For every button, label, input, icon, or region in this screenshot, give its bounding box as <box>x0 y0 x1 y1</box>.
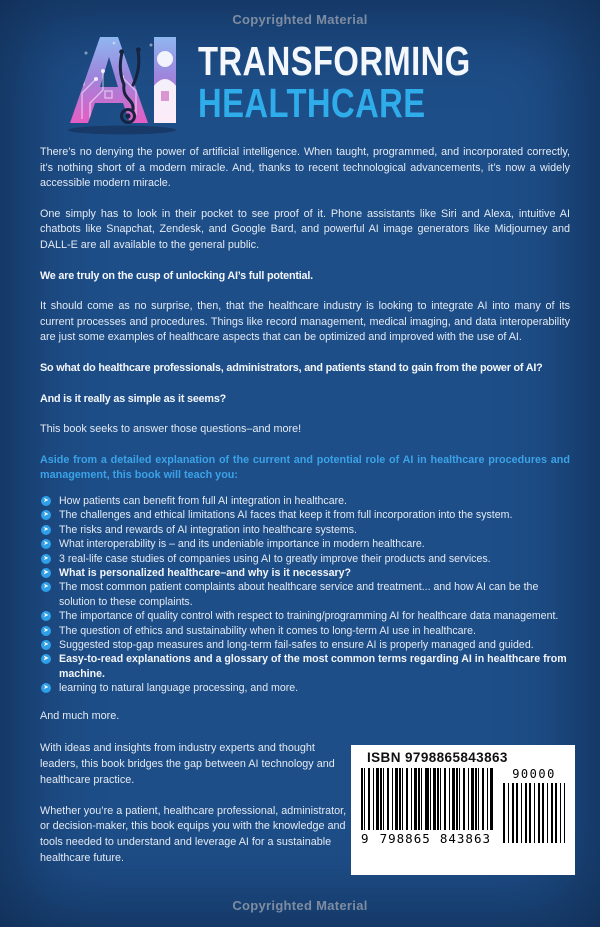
list-item: ➤ learning to natural language processing, and more. <box>40 681 570 695</box>
bottom-section <box>0 739 600 882</box>
list-item: ➤ The challenges and ethical limitations AI faces that keep it from full incorporation into the system. <box>40 508 570 522</box>
bullet-arrow-icon <box>41 525 51 535</box>
closing-paragraph: With ideas and insights from industry experts and thought leaders, this book bridges the gap between AI technology and healthcare practice. <box>40 742 335 786</box>
after-list-text: And much more. <box>40 709 120 722</box>
closing-paragraphs <box>40 741 348 882</box>
ai-logo-graphic <box>62 31 182 135</box>
ean13-barcode <box>361 768 493 846</box>
list-item: ➤ The question of ethics and sustainability when it comes to long-term AI use in healthcare. <box>40 624 570 638</box>
ai-logo <box>62 31 182 135</box>
closing-paragraph: Whether you’re a patient, healthcare professional, administrator, or decision-maker, this book equips you with the knowledge and tools needed to understand and leverage AI for a sustainable healthcare future. <box>40 804 347 864</box>
cover-header <box>0 31 600 135</box>
list-item: ➤ What is personalized healthcare–and why is it necessary? <box>40 566 570 580</box>
intro-paragraph-bold: So what do healthcare professionals, administrators, and patients stand to gain from the power of AI? <box>40 361 543 374</box>
supplement-bars <box>503 783 565 843</box>
bullet-arrow-icon <box>41 640 51 650</box>
bullet-arrow-icon <box>41 626 51 636</box>
list-item: ➤ The importance of quality control with respect to training/programming AI for healthcare data management. <box>40 609 570 623</box>
list-item: ➤ 3 real-life case studies of companies using AI to greatly improve their products and services. <box>40 552 570 566</box>
back-cover-text <box>0 135 600 724</box>
list-item: ➤ Suggested stop-gap measures and long-term fail-safes to ensure AI is properly managed and guided. <box>40 638 570 652</box>
barcode-digits: 9 798865 843863 <box>361 831 491 847</box>
intro-paragraph: One simply has to look in their pocket to see proof of it. Phone assistants like Siri and Alexa, intuitive AI chatbots like Snapchat, Zendesk, and Google Bard, and powerful AI image generators like Midjourney and DALL-E are all available to the general public. <box>40 207 570 251</box>
teaching-points-list <box>40 494 570 696</box>
copyright-notice-bottom: Copyrighted Material <box>232 898 368 913</box>
bullet-arrow-icon <box>41 654 51 664</box>
title-line-healthcare: HEALTHCARE <box>197 80 426 126</box>
book-title <box>197 38 539 126</box>
list-item: ➤ How patients can benefit from full AI integration in healthcare. <box>40 494 570 508</box>
isbn-barcode-box <box>351 745 575 875</box>
intro-paragraph: This book seeks to answer those questions–and more! <box>40 423 302 436</box>
list-item: ➤ Easy-to-read explanations and a glossary of the most common terms regarding AI in healthcare from machine. <box>40 652 570 681</box>
title-line-transforming: TRANSFORMING <box>197 38 471 85</box>
supplement-barcode <box>503 768 565 843</box>
intro-paragraph-bold: And is it really as simple as it seems? <box>40 392 227 405</box>
bullet-arrow-icon <box>41 683 51 693</box>
list-item: ➤ The risks and rewards of AI integration into healthcare systems. <box>40 523 570 537</box>
intro-paragraph-bold: We are truly on the cusp of unlocking AI’s full potential. <box>40 269 313 282</box>
intro-paragraph: It should come as no surprise, then, that the healthcare industry is looking to integrate AI into many of its current processes and procedures. Things like record management, medical imaging, and data interoperability are just some examples of healthcare aspects that can be optimized and improved with the use of AI. <box>40 300 570 344</box>
list-heading: Aside from a detailed explanation of the current and potential role of AI in healthcare procedures and management, this book will teach you: <box>40 453 570 482</box>
list-item: ➤ The most common patient complaints about healthcare service and treatment... and how AI can be the solution to these complaints. <box>40 580 570 609</box>
isbn-label: ISBN 9798865843863 <box>367 750 508 766</box>
bullet-arrow-icon <box>41 568 51 578</box>
bullet-arrow-icon <box>41 611 51 621</box>
bullet-arrow-icon <box>41 539 51 549</box>
list-item: ➤ What interoperability is – and its undeniable importance in modern healthcare. <box>40 537 570 551</box>
bullet-arrow-icon <box>41 582 51 592</box>
intro-paragraph: There’s no denying the power of artificial intelligence. When taught, programmed, and incorporated correctly, it’s nothing short of a modern miracle. And, thanks to recent technological advancements, it’s now a widely accessible modern miracle. <box>40 146 570 190</box>
bullet-arrow-icon <box>41 554 51 564</box>
supplement-digits: 90000 <box>512 767 556 782</box>
bullet-arrow-icon <box>41 496 51 506</box>
copyright-notice-top: Copyrighted Material <box>232 12 368 27</box>
bullet-arrow-icon <box>41 510 51 520</box>
